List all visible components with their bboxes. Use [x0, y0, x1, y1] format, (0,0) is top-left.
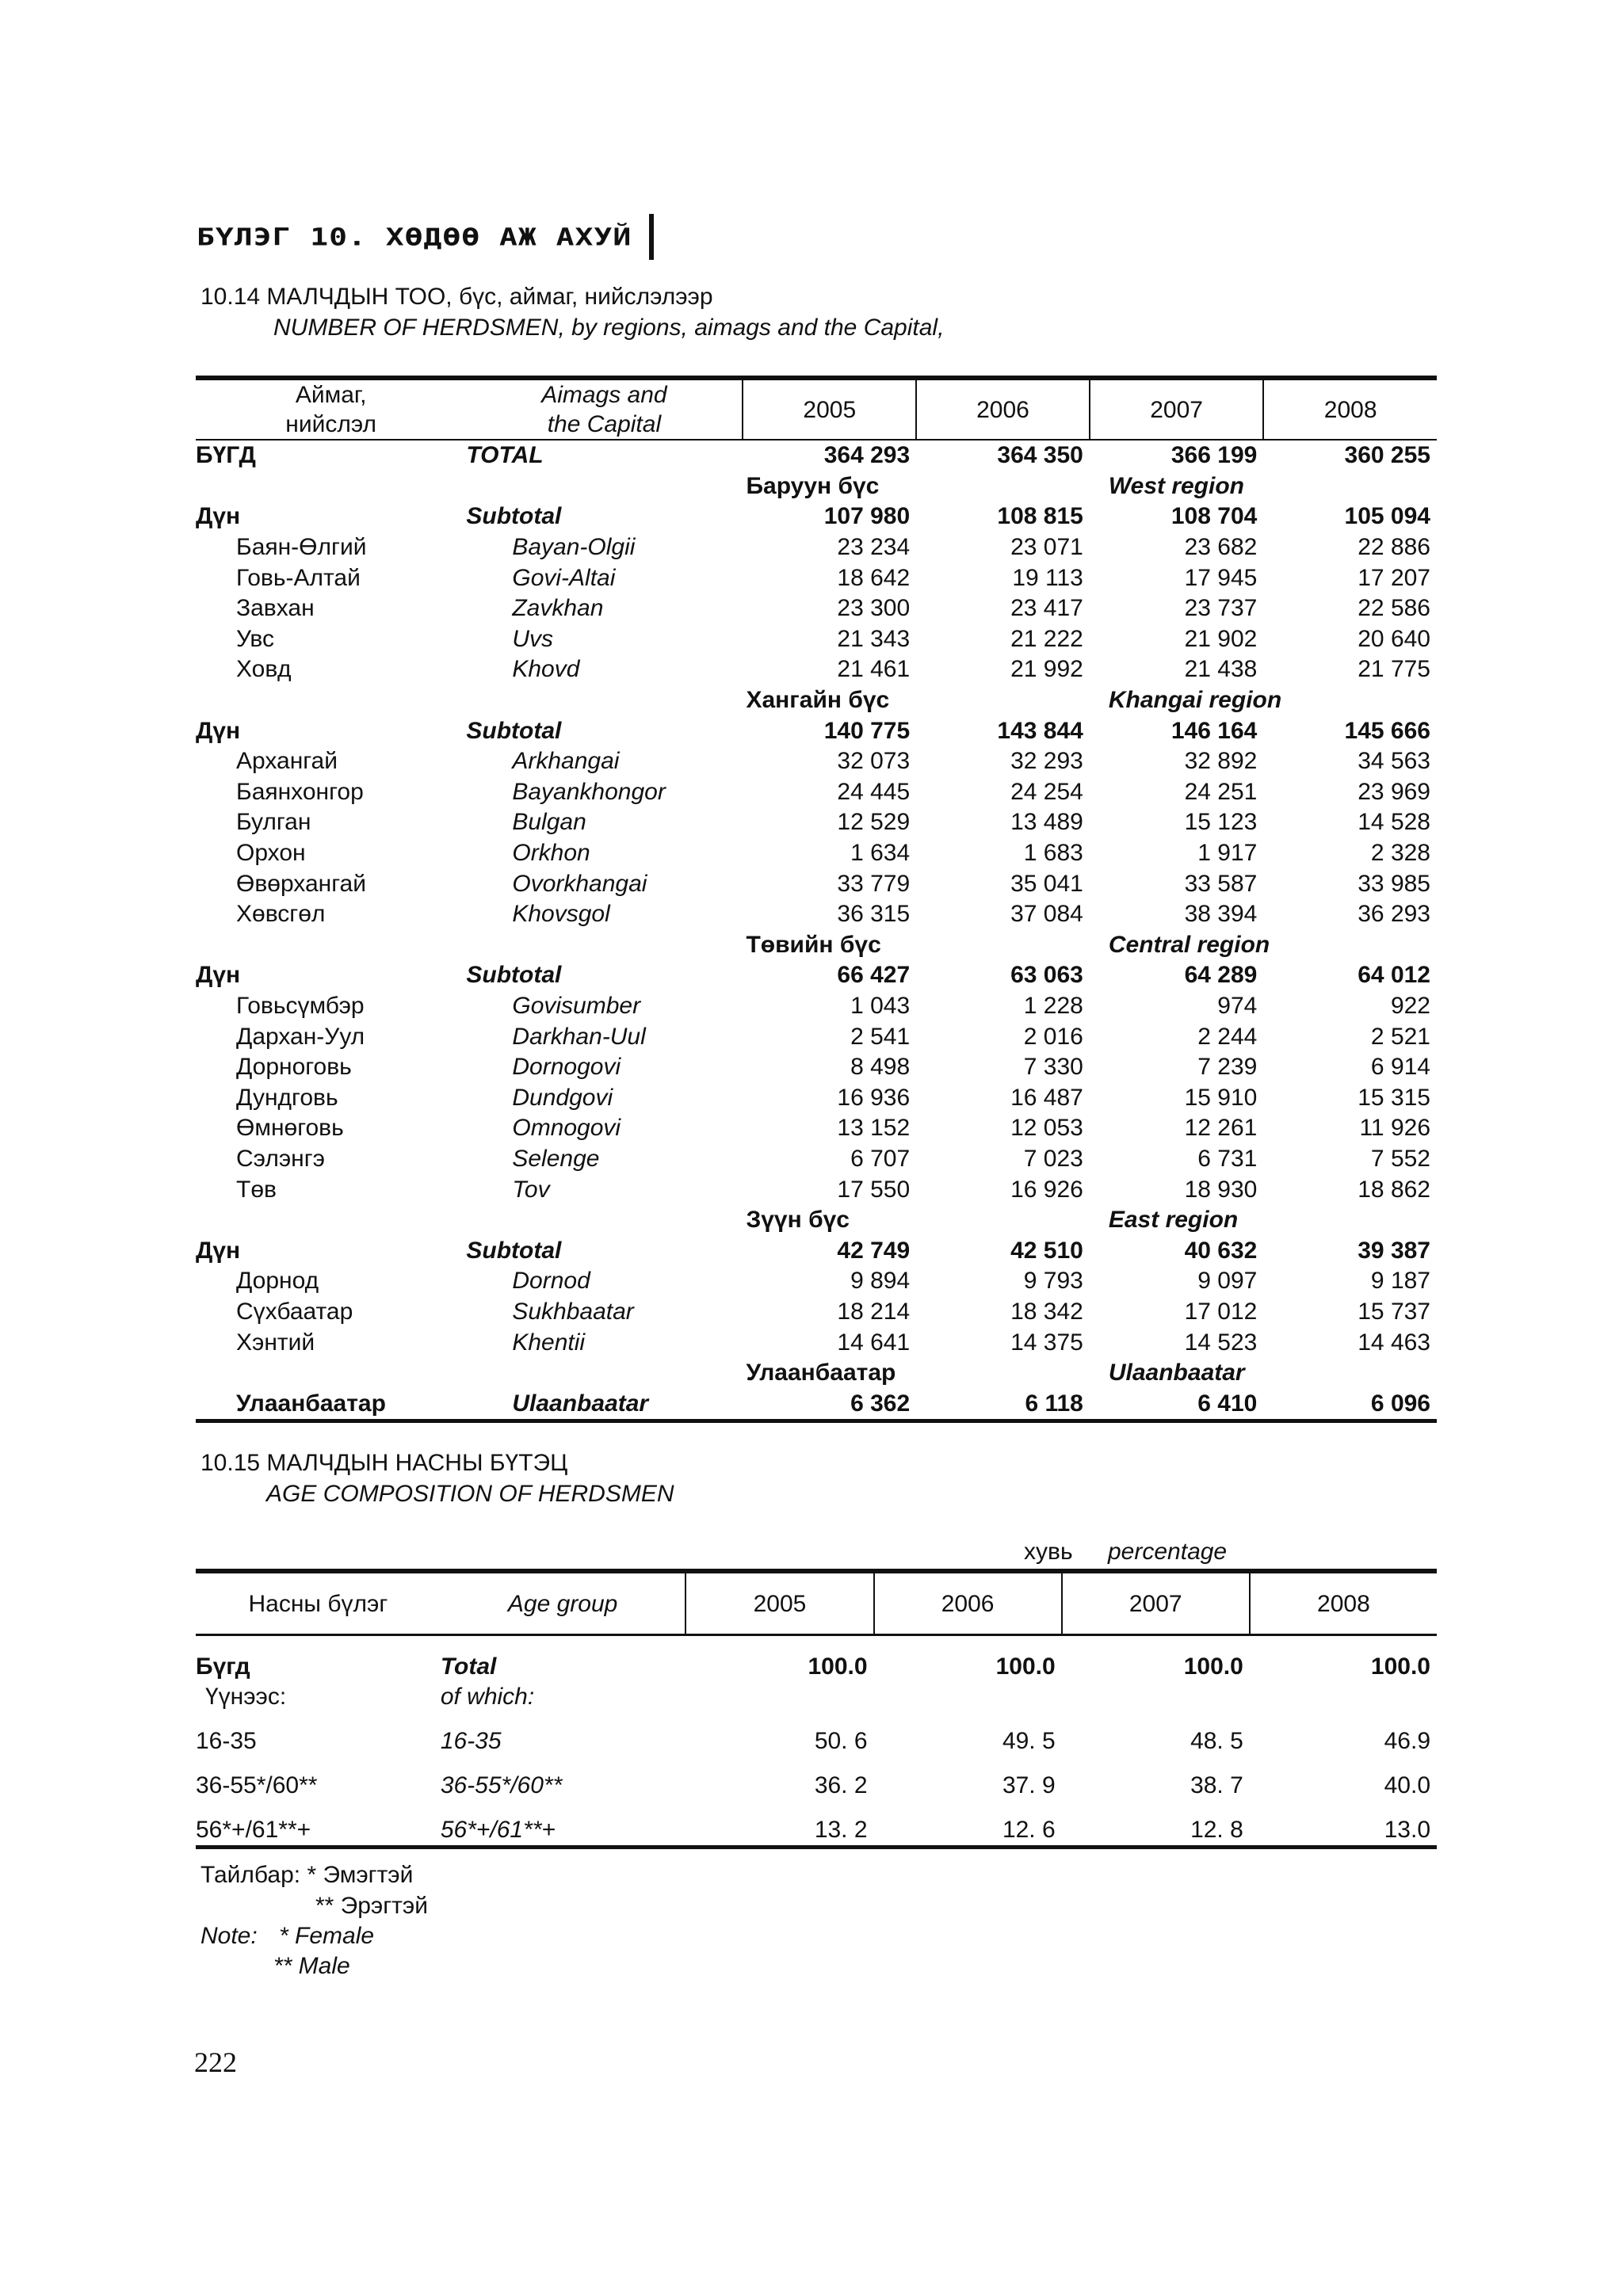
row-label-en: Govisumber — [512, 992, 641, 1019]
table-row — [196, 1815, 1437, 1848]
value-cell: 6 731 — [1197, 1145, 1258, 1172]
value-cell: 16 936 — [837, 1084, 911, 1111]
value-cell: 16 926 — [1010, 1176, 1083, 1203]
value-cell: 63 063 — [1010, 962, 1083, 989]
row-label-en: Khovsgol — [512, 901, 610, 928]
value-cell: 7 552 — [1370, 1145, 1430, 1172]
value-cell: 32 892 — [1184, 748, 1258, 775]
value-cell: 37. 9 — [1002, 1772, 1056, 1798]
table-row — [196, 991, 1437, 1022]
row-label-mn: Баян-Өлгий — [236, 534, 367, 561]
row-label-mn: Баянхонгор — [236, 778, 364, 805]
table1-body — [196, 440, 1437, 1421]
herdsmen-by-region-table — [196, 376, 1437, 1423]
note-en-label: Note: — [200, 1923, 258, 1949]
value-cell: 105 094 — [1344, 503, 1430, 530]
value-cell: 23 234 — [837, 534, 911, 561]
value-cell: 13 152 — [837, 1115, 911, 1142]
page-number: 222 — [194, 2046, 237, 2078]
value-cell: 24 445 — [837, 778, 911, 805]
value-cell: 2 521 — [1370, 1023, 1430, 1050]
table-header-row — [196, 1571, 1437, 1635]
table1-title-mn: 10.14 МАЛЧДЫН ТОО, бүс, аймаг, нийслэлээр — [200, 284, 713, 310]
value-cell: 2 016 — [1023, 1023, 1083, 1050]
spacer — [196, 471, 466, 502]
value-cell: 21 992 — [1010, 656, 1083, 683]
header-age-group-en: Age group — [441, 1571, 686, 1635]
value-cell: 6 914 — [1370, 1054, 1430, 1081]
spacer — [466, 1358, 743, 1389]
table2-title-mn: 10.15 МАЛЧДЫН НАСНЫ БҮТЭЦ — [200, 1450, 568, 1476]
value-cell: 23 969 — [1358, 778, 1430, 805]
value-cell: 140 775 — [823, 717, 911, 744]
subtotal-row — [196, 960, 1437, 991]
row-label-en: Subtotal — [466, 1237, 562, 1264]
total-row — [196, 1652, 1437, 1682]
row-label-mn: Өмнөговь — [236, 1115, 344, 1142]
row-label-mn: Булган — [236, 809, 311, 836]
value-cell: 108 704 — [1170, 503, 1258, 530]
table-row — [196, 563, 1437, 593]
row-label-en: Dornod — [512, 1268, 590, 1295]
row-label-en: Bulgan — [512, 809, 586, 836]
value-cell: 50. 6 — [814, 1728, 868, 1754]
value-cell: 366 199 — [1170, 442, 1258, 469]
unit-label-en: percentage — [1108, 1539, 1228, 1565]
row-label-en: Khentii — [512, 1329, 586, 1356]
value-cell: 108 815 — [997, 503, 1083, 530]
value-cell: 13 489 — [1010, 809, 1083, 836]
row-label-en: Arkhangai — [512, 748, 620, 775]
value-cell: 17 012 — [1184, 1298, 1258, 1325]
row-label-en: Orkhon — [512, 840, 590, 867]
value-cell: 36 293 — [1358, 901, 1430, 928]
row-label-en: Khovd — [512, 656, 580, 683]
table-row — [196, 868, 1437, 899]
row-label-en: Dundgovi — [512, 1084, 613, 1111]
table-row — [196, 1726, 1437, 1756]
row-label-mn: Дорноговь — [236, 1054, 352, 1081]
table-row — [196, 899, 1437, 930]
value-cell: 21 222 — [1010, 625, 1083, 652]
value-cell: 12 529 — [837, 809, 911, 836]
value-cell: 15 737 — [1358, 1298, 1430, 1325]
value-cell: 6 096 — [1370, 1390, 1430, 1417]
region-name-en: West region — [1108, 472, 1244, 499]
value-cell: 14 375 — [1010, 1329, 1083, 1356]
value-cell: 7 330 — [1023, 1054, 1083, 1081]
row-label-mn: Сэлэнгэ — [236, 1145, 325, 1172]
value-cell: 16 487 — [1010, 1084, 1083, 1111]
row-label-en: Ulaanbaatar — [512, 1390, 649, 1417]
value-cell: 33 985 — [1358, 870, 1430, 897]
spacer — [196, 1756, 1437, 1771]
row-label-mn: 16-35 — [196, 1728, 257, 1754]
value-cell: 364 293 — [823, 442, 911, 469]
row-label-en: Zavkhan — [512, 595, 604, 622]
header-year: 2008 — [1250, 1571, 1437, 1635]
region-header-row — [196, 471, 1437, 502]
row-label-en: Tov — [512, 1176, 550, 1203]
chapter-title: БҮЛЭГ 10. ХӨДӨӨ АЖ АХУЙ — [197, 223, 632, 251]
region-name-mn: Хангайн бүс — [746, 687, 890, 714]
value-cell: 22 586 — [1358, 595, 1430, 622]
header-aimag-en: Aimags and the Capital — [466, 378, 743, 440]
value-cell: 100.0 — [808, 1653, 868, 1680]
row-label-mn: Дорнод — [236, 1268, 319, 1295]
table-row — [196, 777, 1437, 808]
value-cell: 9 097 — [1197, 1268, 1258, 1295]
of-which-row — [196, 1682, 1437, 1712]
value-cell: 40.0 — [1384, 1772, 1430, 1798]
table-row — [196, 1297, 1437, 1328]
note-mn-line2: ** Эрэгтэй — [315, 1893, 428, 1919]
row-label-mn: Дүн — [196, 717, 241, 744]
of-which-mn: Үүнээс: — [205, 1684, 287, 1710]
header-aimag-mn: Аймаг, нийслэл — [196, 378, 466, 440]
value-cell: 1 043 — [850, 992, 911, 1019]
value-cell: 922 — [1390, 992, 1430, 1019]
value-cell: 23 737 — [1184, 595, 1258, 622]
table-row — [196, 1174, 1437, 1205]
row-label-mn: Дархан-Уул — [236, 1023, 365, 1050]
row-label-mn: Завхан — [236, 595, 315, 622]
spacer-row — [196, 1635, 1437, 1653]
row-label-en: Sukhbaatar — [512, 1298, 634, 1325]
value-cell: 18 214 — [837, 1298, 911, 1325]
spacer — [466, 1205, 743, 1236]
value-cell: 40 632 — [1184, 1237, 1258, 1264]
row-label-mn: 56*+/61**+ — [196, 1817, 311, 1843]
row-label-en: Uvs — [512, 625, 554, 652]
value-cell: 24 251 — [1184, 778, 1258, 805]
value-cell: 24 254 — [1010, 778, 1083, 805]
value-cell: 21 343 — [837, 625, 911, 652]
value-cell: 42 749 — [837, 1237, 911, 1264]
region-name-en: Central region — [1108, 931, 1270, 958]
value-cell: 17 550 — [837, 1176, 911, 1203]
row-label-mn: Төв — [236, 1176, 277, 1203]
value-cell: 364 350 — [997, 442, 1083, 469]
row-label-en: 36-55*/60** — [440, 1772, 563, 1798]
table-row — [196, 532, 1437, 563]
region-name-mn: Төвийн бүс — [746, 931, 881, 958]
row-label-mn: Улаанбаатар — [236, 1390, 386, 1417]
value-cell: 6 362 — [850, 1390, 911, 1417]
value-cell: 21 438 — [1184, 656, 1258, 683]
table-row — [196, 1771, 1437, 1801]
unit-label-mn: хувь — [1024, 1539, 1073, 1565]
value-cell: 11 926 — [1359, 1115, 1430, 1142]
row-label-en: Total — [440, 1653, 497, 1680]
table-row — [196, 1113, 1437, 1144]
spacer — [196, 685, 466, 716]
value-cell: 100.0 — [1370, 1653, 1430, 1680]
value-cell: 8 498 — [850, 1054, 911, 1081]
value-cell: 15 910 — [1184, 1084, 1258, 1111]
value-cell: 2 328 — [1370, 840, 1430, 867]
row-label-en: 16-35 — [440, 1728, 502, 1754]
value-cell: 37 084 — [1010, 901, 1083, 928]
value-cell: 2 244 — [1197, 1023, 1258, 1050]
value-cell: 19 113 — [1012, 564, 1083, 591]
row-label-en: Subtotal — [466, 717, 562, 744]
value-cell: 146 164 — [1170, 717, 1258, 744]
header-year: 2006 — [916, 378, 1090, 440]
row-label-en: Dornogovi — [512, 1054, 621, 1081]
value-cell: 13.0 — [1384, 1817, 1430, 1843]
value-cell: 38. 7 — [1190, 1772, 1243, 1798]
value-cell: 107 980 — [823, 503, 911, 530]
note-en-line2: ** Male — [273, 1953, 350, 1979]
row-label-mn: Ховд — [236, 656, 292, 683]
note-mn-line1: Тайлбар: * Эмэгтэй — [200, 1862, 414, 1888]
row-label-en: 56*+/61**+ — [440, 1817, 556, 1843]
header-year: 2005 — [685, 1571, 873, 1635]
value-cell: 18 930 — [1184, 1176, 1258, 1203]
table-row — [196, 746, 1437, 777]
spacer-row — [196, 1712, 1437, 1726]
table2-title-en: AGE COMPOSITION OF HERDSMEN — [266, 1481, 674, 1507]
row-label-en: Subtotal — [466, 962, 562, 989]
header-year: 2005 — [743, 378, 916, 440]
row-label-mn: Говьсүмбэр — [236, 992, 365, 1019]
header-year: 2006 — [874, 1571, 1062, 1635]
value-cell: 18 642 — [837, 564, 911, 591]
value-cell: 100.0 — [995, 1653, 1056, 1680]
of-which-en: of which: — [440, 1684, 535, 1710]
spacer — [196, 1635, 1437, 1653]
value-cell: 1 634 — [850, 840, 911, 867]
value-cell: 42 510 — [1010, 1237, 1083, 1264]
header-year: 2007 — [1062, 1571, 1250, 1635]
row-label-mn: Хөвсгөл — [236, 901, 326, 928]
region-name-mn: Зүүн бүс — [746, 1207, 850, 1234]
value-cell: 18 862 — [1358, 1176, 1430, 1203]
value-cell: 23 071 — [1010, 534, 1083, 561]
value-cell: 49. 5 — [1002, 1728, 1056, 1754]
spacer-row — [196, 1756, 1437, 1771]
value-cell: 1 683 — [1023, 840, 1083, 867]
value-cell: 20 640 — [1358, 625, 1430, 652]
row-label-en: Selenge — [512, 1145, 600, 1172]
table2-body — [196, 1635, 1437, 1848]
value-cell: 9 793 — [1023, 1268, 1083, 1295]
row-label-en: TOTAL — [466, 442, 544, 469]
row-label-en: Omnogovi — [512, 1115, 621, 1142]
value-cell: 14 641 — [837, 1329, 911, 1356]
row-label-mn: Дундговь — [236, 1084, 338, 1111]
value-cell: 64 012 — [1358, 962, 1430, 989]
row-label-en: Darkhan-Uul — [512, 1023, 646, 1050]
row-label-mn: БҮГД — [196, 442, 256, 469]
value-cell: 17 945 — [1184, 564, 1258, 591]
header-age-group-mn: Насны бүлэг — [196, 1571, 441, 1635]
row-label-mn: 36-55*/60** — [196, 1772, 318, 1798]
value-cell: 36 315 — [837, 901, 911, 928]
spacer — [196, 1712, 1437, 1726]
region-header-row — [196, 930, 1437, 961]
region-name-en: Khangai region — [1108, 687, 1282, 714]
row-label-en: Ovorkhangai — [512, 870, 647, 897]
spacer — [466, 471, 743, 502]
value-cell: 36. 2 — [814, 1772, 868, 1798]
spacer — [1250, 1682, 1437, 1712]
spacer — [196, 1358, 466, 1389]
value-cell: 12 053 — [1010, 1115, 1083, 1142]
value-cell: 33 587 — [1184, 870, 1258, 897]
value-cell: 14 463 — [1358, 1329, 1430, 1356]
table-row — [196, 1082, 1437, 1113]
row-label-mn: Увс — [236, 625, 274, 652]
table1-title-en: NUMBER OF HERDSMEN, by regions, aimags and the Capital, — [273, 315, 945, 341]
table-row — [196, 1052, 1437, 1083]
value-cell: 23 682 — [1184, 534, 1258, 561]
value-cell: 1 228 — [1023, 992, 1083, 1019]
spacer — [466, 685, 743, 716]
value-cell: 7 239 — [1197, 1054, 1258, 1081]
region-header-row — [196, 1358, 1437, 1389]
value-cell: 18 342 — [1010, 1298, 1083, 1325]
table-row — [196, 654, 1437, 685]
row-label-mn: Хэнтий — [236, 1329, 315, 1356]
value-cell: 100.0 — [1183, 1653, 1243, 1680]
value-cell: 13. 2 — [814, 1817, 868, 1843]
row-label-mn: Сүхбаатар — [236, 1298, 353, 1325]
subtotal-row — [196, 1235, 1437, 1266]
value-cell: 48. 5 — [1190, 1728, 1243, 1754]
row-label-en: Govi-Altai — [512, 564, 616, 591]
value-cell: 12 261 — [1184, 1115, 1258, 1142]
value-cell: 1 917 — [1197, 840, 1258, 867]
spacer — [196, 1205, 466, 1236]
value-cell: 33 779 — [837, 870, 911, 897]
total-row — [196, 440, 1437, 471]
table-row — [196, 624, 1437, 655]
region-header-row — [196, 1205, 1437, 1236]
subtotal-row — [196, 715, 1437, 746]
table-row — [196, 807, 1437, 838]
header-year: 2007 — [1090, 378, 1263, 440]
table-row — [196, 1144, 1437, 1175]
spacer — [196, 930, 466, 961]
row-label-mn: Архангай — [236, 748, 338, 775]
value-cell: 974 — [1217, 992, 1258, 1019]
region-name-mn: Баруун бүс — [746, 472, 880, 499]
value-cell: 6 707 — [850, 1145, 911, 1172]
capital-row — [196, 1388, 1437, 1421]
value-cell: 39 387 — [1358, 1237, 1430, 1264]
value-cell: 7 023 — [1023, 1145, 1083, 1172]
value-cell: 21 775 — [1358, 656, 1430, 683]
row-label-mn: Орхон — [236, 840, 306, 867]
age-composition-table — [196, 1569, 1437, 1849]
value-cell: 12. 8 — [1190, 1817, 1243, 1843]
chapter-heading — [197, 214, 654, 260]
table-row — [196, 838, 1437, 869]
row-label-mn: Дүн — [196, 962, 241, 989]
subtotal-row — [196, 502, 1437, 532]
value-cell: 17 207 — [1358, 564, 1430, 591]
spacer — [685, 1682, 873, 1712]
row-label-mn: Дүн — [196, 503, 241, 530]
spacer-row — [196, 1801, 1437, 1815]
value-cell: 143 844 — [997, 717, 1083, 744]
value-cell: 12. 6 — [1002, 1817, 1056, 1843]
value-cell: 15 123 — [1184, 809, 1258, 836]
note-en-line1: * Female — [279, 1923, 375, 1949]
value-cell: 32 293 — [1010, 748, 1083, 775]
region-name-en: East region — [1108, 1207, 1239, 1234]
chapter-divider — [649, 214, 654, 260]
value-cell: 21 461 — [837, 656, 911, 683]
value-cell: 66 427 — [837, 962, 911, 989]
row-label-mn: Дүн — [196, 1237, 241, 1264]
row-label-en: Bayankhongor — [512, 778, 666, 805]
row-label-mn: Өвөрхангай — [236, 870, 366, 897]
row-label-mn: Говь-Алтай — [236, 564, 361, 591]
value-cell: 34 563 — [1358, 748, 1430, 775]
region-header-row — [196, 685, 1437, 716]
value-cell: 35 041 — [1010, 870, 1083, 897]
value-cell: 9 187 — [1370, 1268, 1430, 1295]
spacer — [466, 930, 743, 961]
value-cell: 145 666 — [1344, 717, 1430, 744]
value-cell: 38 394 — [1184, 901, 1258, 928]
value-cell: 32 073 — [837, 748, 911, 775]
row-label-en: Bayan-Olgii — [512, 534, 636, 561]
value-cell: 2 541 — [850, 1023, 911, 1050]
spacer — [1062, 1682, 1250, 1712]
region-name-en: Ulaanbaatar — [1108, 1360, 1245, 1386]
value-cell: 23 417 — [1010, 595, 1083, 622]
value-cell: 9 894 — [850, 1268, 911, 1295]
value-cell: 360 255 — [1344, 442, 1430, 469]
spacer — [874, 1682, 1062, 1712]
row-label-en: Subtotal — [466, 503, 562, 530]
value-cell: 21 902 — [1184, 625, 1258, 652]
value-cell: 64 289 — [1184, 962, 1258, 989]
table-row — [196, 1266, 1437, 1297]
header-year: 2008 — [1263, 378, 1437, 440]
value-cell: 15 315 — [1358, 1084, 1430, 1111]
value-cell: 6 118 — [1025, 1390, 1083, 1417]
table-row — [196, 1327, 1437, 1358]
table-row — [196, 1021, 1437, 1052]
table-row — [196, 593, 1437, 624]
row-label-mn: Бүгд — [196, 1653, 250, 1680]
spacer — [196, 1801, 1437, 1815]
value-cell: 22 886 — [1358, 534, 1430, 561]
region-name-mn: Улаанбаатар — [746, 1360, 896, 1386]
table-header-row — [196, 378, 1437, 440]
value-cell: 14 528 — [1358, 809, 1430, 836]
value-cell: 14 523 — [1184, 1329, 1258, 1356]
value-cell: 46.9 — [1384, 1728, 1430, 1754]
value-cell: 23 300 — [837, 595, 911, 622]
value-cell: 6 410 — [1197, 1390, 1258, 1417]
